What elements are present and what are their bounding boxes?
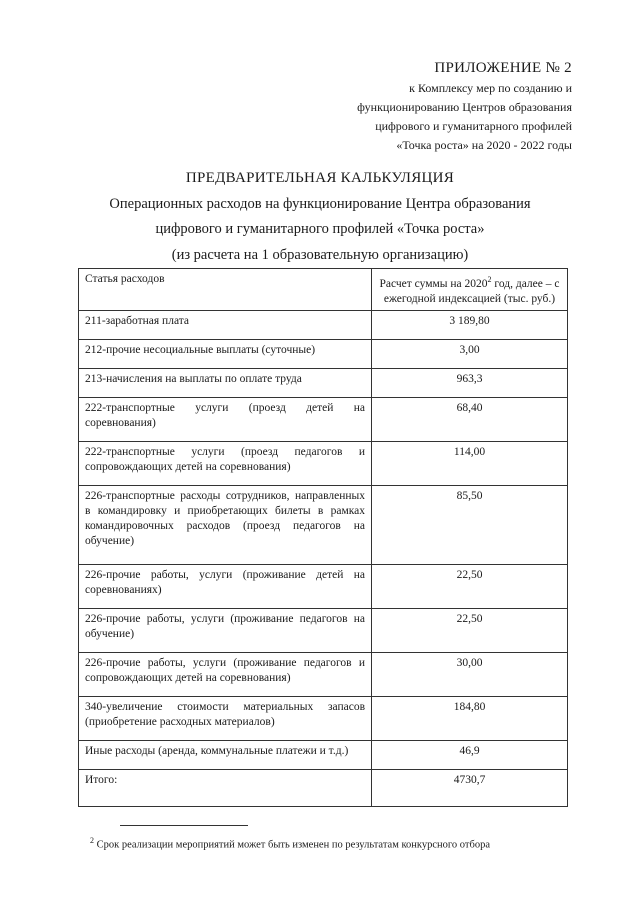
footnote-mark: 2 (90, 836, 94, 845)
table-row (79, 397, 568, 441)
header-cell-value (372, 269, 568, 311)
table-header-row (79, 269, 568, 311)
row-value-cell: 30,00 (372, 652, 568, 696)
table-row (79, 652, 568, 696)
document-title: ПРЕДВАРИТЕЛЬНАЯ КАЛЬКУЛЯЦИЯ (185, 170, 455, 186)
row-item-cell: 226-прочие работы, услуги (проживание педагогов и сопровождающих детей на соревнования) (79, 652, 372, 696)
row-item-cell: 226-транспортные расходы сотрудников, направленных в командировку и приобретающих билеты в рамках командировочных расходов (проезд педагогов на обучение) (79, 485, 372, 564)
table-row (79, 310, 568, 339)
table-row (79, 696, 568, 740)
row-item-cell: Итого: (79, 769, 372, 806)
document-subtitle-1: Операционных расходов на функционирование Центра образования (109, 196, 531, 212)
row-value-cell: 3,00 (372, 339, 568, 368)
row-value-cell: 46,9 (372, 740, 568, 769)
header-cell-item: Статья расходов (79, 269, 372, 311)
table-row (79, 740, 568, 769)
cost-table (78, 268, 568, 807)
row-value-cell: 22,50 (372, 564, 568, 608)
row-value-cell: 4730,7 (372, 769, 568, 806)
table-row (79, 339, 568, 368)
row-value-cell: 184,80 (372, 696, 568, 740)
table-row (79, 368, 568, 397)
row-item-cell: 211-заработная плата (79, 310, 372, 339)
table-row (79, 564, 568, 608)
row-value-cell: 68,40 (372, 397, 568, 441)
header-value-part-b: год, далее – с ежегодной индексацией (тыс. руб.) (383, 277, 560, 305)
footnote (90, 836, 490, 851)
row-item-cell: 212-прочие несоциальные выплаты (суточные) (79, 339, 372, 368)
table-row (79, 485, 568, 564)
row-value-cell: 114,00 (372, 441, 568, 485)
row-value-cell: 3 189,80 (372, 310, 568, 339)
row-item-cell: 213-начисления на выплаты по оплате труда (79, 368, 372, 397)
table-row (79, 608, 568, 652)
row-item-cell: 340-увеличение стоимости материальных запасов (приобретение расходных материалов) (79, 696, 372, 740)
appendix-line-4: «Точка роста» на 2020 - 2022 годы (396, 138, 572, 152)
row-item-cell: 226-прочие работы, услуги (проживание детей на соревнованиях) (79, 564, 372, 608)
appendix-line-1: к Комплексу мер по созданию и (409, 81, 572, 95)
footnote-ref: 2 (487, 275, 492, 284)
row-item-cell: 222-транспортные услуги (проезд педагогов и сопровождающих детей на соревнования) (79, 441, 372, 485)
document-subtitle-2: цифрового и гуманитарного профилей «Точка роста» (155, 221, 485, 237)
appendix-line-2: функционированию Центров образования (357, 100, 572, 114)
row-item-cell: 222-транспортные услуги (проезд детей на соревнования) (79, 397, 372, 441)
table-row (79, 441, 568, 485)
row-value-cell: 963,3 (372, 368, 568, 397)
appendix-block (357, 60, 572, 155)
appendix-heading: ПРИЛОЖЕНИЕ № 2 (434, 60, 572, 76)
document-subtitle-3: (из расчета на 1 образовательную организацию) (171, 247, 469, 263)
footnote-divider (120, 825, 248, 826)
row-item-cell: 226-прочие работы, услуги (проживание педагогов на обучение) (79, 608, 372, 652)
row-value-cell: 85,50 (372, 485, 568, 564)
header-value-part-a: Расчет суммы на 2020 (379, 277, 488, 290)
row-value-cell: 22,50 (372, 608, 568, 652)
table-row (79, 769, 568, 806)
row-item-cell: Иные расходы (аренда, коммунальные платежи и т.д.) (79, 740, 372, 769)
footnote-text: Срок реализации мероприятий может быть изменен по результатам конкурсного отбора (94, 839, 491, 851)
appendix-line-3: цифрового и гуманитарного профилей (375, 119, 572, 133)
